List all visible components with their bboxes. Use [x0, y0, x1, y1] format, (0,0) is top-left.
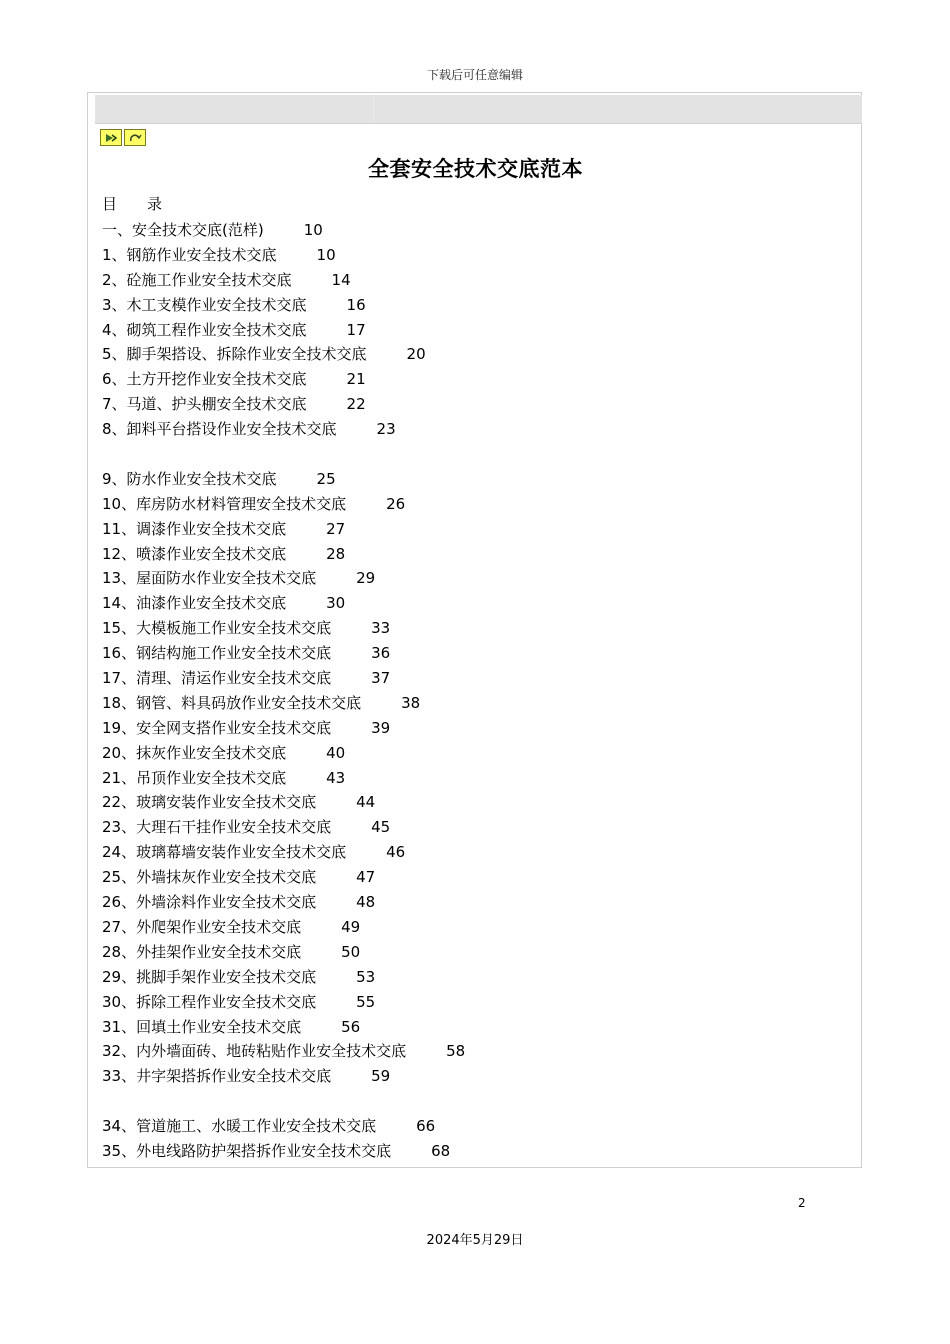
toc-item[interactable]: [102, 815, 465, 840]
toc-item[interactable]: [102, 218, 465, 243]
toc-item-page: 68: [431, 1141, 451, 1160]
toc-item[interactable]: [102, 542, 465, 567]
toc-item-text: 22、玻璃安装作业安全技术交底: [102, 793, 317, 812]
toc-item-text: 19、安全网支搭作业安全技术交底: [102, 718, 332, 737]
toc-item[interactable]: [102, 641, 465, 666]
toc-item-text: 32、内外墙面砖、地砖粘贴作业安全技术交底: [102, 1042, 407, 1061]
toc-item-page: 50: [341, 942, 361, 961]
toc-item-page: 16: [346, 295, 366, 314]
toc-item-page: 66: [416, 1117, 436, 1136]
toc-item-page: 40: [326, 743, 346, 762]
toc-item-text: 24、玻璃幕墙安装作业安全技术交底: [102, 843, 347, 862]
toc-item-page: 33: [371, 619, 391, 638]
toc-item-text: 27、外爬架作业安全技术交底: [102, 917, 302, 936]
toc-item-text: 16、钢结构施工作业安全技术交底: [102, 644, 332, 663]
toc-item[interactable]: [102, 1064, 465, 1089]
toc-item-text: 13、屋面防水作业安全技术交底: [102, 569, 317, 588]
toc-item[interactable]: [102, 1114, 465, 1139]
toc-item[interactable]: [102, 691, 465, 716]
toc-item-page: 39: [371, 718, 391, 737]
toc-item-page: 49: [341, 917, 361, 936]
toc-spacer: [102, 1089, 465, 1114]
toc-item-text: 23、大理石干挂作业安全技术交底: [102, 818, 332, 837]
toc-item-page: 48: [356, 893, 376, 912]
toc-item[interactable]: [102, 417, 465, 442]
toc-item-page: 38: [401, 693, 421, 712]
toc-item[interactable]: [102, 716, 465, 741]
toc-item-text: 一、安全技术交底(范样): [102, 221, 264, 239]
toc-item-page: 26: [386, 494, 406, 513]
toc-item-text: 25、外墙抹灰作业安全技术交底: [102, 868, 317, 887]
toc-item-text: 15、大模板施工作业安全技术交底: [102, 619, 332, 638]
document-frame: [87, 92, 862, 1168]
toc-item-page: 58: [446, 1042, 466, 1061]
toc-item-page: 44: [356, 793, 376, 812]
toc-item-page: 56: [341, 1017, 361, 1036]
toc-item-text: 18、钢管、料具码放作业安全技术交底: [102, 693, 362, 712]
toc-item-page: 21: [346, 370, 366, 389]
toc-item-text: 7、马道、护头棚安全技术交底: [102, 395, 307, 414]
document-title: 全套安全技术交底范本: [368, 157, 583, 181]
toc-item-text: 26、外墙涂料作业安全技术交底: [102, 893, 317, 912]
toc-item-text: 4、砌筑工程作业安全技术交底: [102, 320, 307, 339]
refresh-icon[interactable]: [124, 129, 146, 146]
toc-item-page: 30: [326, 594, 346, 613]
footer-date: 2024年5月29日: [426, 1233, 524, 1248]
forward-arrow-icon[interactable]: [100, 129, 122, 146]
toc-item[interactable]: [102, 591, 465, 616]
toc-item[interactable]: [102, 940, 465, 965]
toc-item[interactable]: [102, 367, 465, 392]
toc-item-page: 22: [346, 395, 366, 414]
toc-item[interactable]: [102, 392, 465, 417]
toc-item-page: 23: [376, 420, 396, 439]
toc-spacer: [102, 442, 465, 467]
header-note: 下载后可任意编辑: [426, 68, 523, 82]
toc-item-text: 33、井字架搭拆作业安全技术交底: [102, 1067, 332, 1086]
toc-item-page: 27: [326, 519, 346, 538]
toc-item-page: 59: [371, 1067, 391, 1086]
toc-item-text: 21、吊顶作业安全技术交底: [102, 768, 287, 787]
toc-item-text: 6、土方开挖作业安全技术交底: [102, 370, 307, 389]
toc-item-text: 2、砼施工作业安全技术交底: [102, 270, 292, 289]
toc-item-text: 20、抹灰作业安全技术交底: [102, 743, 287, 762]
toc-item-page: 17: [346, 320, 366, 339]
toc-item-page: 43: [326, 768, 346, 787]
toc-heading: [102, 193, 162, 214]
toc-item-text: 17、清理、清运作业安全技术交底: [102, 669, 332, 688]
toc-item[interactable]: [102, 865, 465, 890]
toc-item-page: 46: [386, 843, 406, 862]
toc-item[interactable]: [102, 1015, 465, 1040]
toc-item-text: 5、脚手架搭设、拆除作业安全技术交底: [102, 345, 367, 364]
toc-item-text: 10、库房防水材料管理安全技术交底: [102, 494, 347, 513]
toc-item-text: 3、木工支模作业安全技术交底: [102, 295, 307, 314]
toc-item[interactable]: [102, 342, 465, 367]
toc-item-text: 34、管道施工、水暖工作业安全技术交底: [102, 1117, 377, 1136]
toc-item[interactable]: [102, 268, 465, 293]
toc-item-text: 8、卸料平台搭设作业安全技术交底: [102, 420, 337, 439]
toc-item[interactable]: [102, 243, 465, 268]
toc-item[interactable]: [102, 492, 465, 517]
toc-item-page: 45: [371, 818, 391, 837]
page-number: 2: [798, 1196, 806, 1210]
toc-item-text: 14、油漆作业安全技术交底: [102, 594, 287, 613]
toc-item-page: 55: [356, 992, 376, 1011]
toc-item-page: 20: [406, 345, 426, 364]
toc-item-text: 28、外挂架作业安全技术交底: [102, 942, 302, 961]
toc-item[interactable]: [102, 666, 465, 691]
toc-item-page: 28: [326, 544, 346, 563]
toc-item-page: 47: [356, 868, 376, 887]
top-gray-bar: [95, 95, 862, 124]
toc-item[interactable]: [102, 566, 465, 591]
toc-item-page: 25: [316, 469, 336, 488]
toc-item-page: 37: [371, 669, 391, 688]
toc-item-text: 11、调漆作业安全技术交底: [102, 519, 287, 538]
toc-item[interactable]: [102, 616, 465, 641]
toc-item[interactable]: [102, 741, 465, 766]
toc-item[interactable]: [102, 965, 465, 990]
toc-heading-char-2: 录: [147, 195, 163, 213]
toc-item-page: 29: [356, 569, 376, 588]
toc-item[interactable]: [102, 517, 465, 542]
toc-item-text: 12、喷漆作业安全技术交底: [102, 544, 287, 563]
toc-item[interactable]: [102, 1039, 465, 1064]
toc-item[interactable]: [102, 766, 465, 791]
toc-item-page: 10: [316, 245, 336, 264]
toc-item[interactable]: [102, 467, 465, 492]
toc-item-text: 9、防水作业安全技术交底: [102, 469, 277, 488]
toc-item-text: 29、挑脚手架作业安全技术交底: [102, 967, 317, 986]
toc-item[interactable]: [102, 915, 465, 940]
toc-item[interactable]: [102, 318, 465, 343]
toc-heading-char-1: 目: [102, 195, 118, 213]
toc-item[interactable]: [102, 1139, 465, 1164]
toc-item[interactable]: [102, 790, 465, 815]
icon-group: [100, 129, 146, 146]
toc-item-text: 35、外电线路防护架搭拆作业安全技术交底: [102, 1141, 392, 1160]
toc-item-text: 30、拆除工程作业安全技术交底: [102, 992, 317, 1011]
toc-item[interactable]: [102, 990, 465, 1015]
toc-item[interactable]: [102, 840, 465, 865]
toc-item-page: 36: [371, 644, 391, 663]
toc-item-text: 31、回填土作业安全技术交底: [102, 1017, 302, 1036]
toc-item-text: 1、钢筋作业安全技术交底: [102, 245, 277, 264]
toc-item-page: 14: [331, 270, 351, 289]
toc-item[interactable]: [102, 890, 465, 915]
table-of-contents: [102, 218, 465, 1164]
toc-item[interactable]: [102, 293, 465, 318]
toc-item-page: 10: [303, 221, 323, 239]
toc-item-page: 53: [356, 967, 376, 986]
